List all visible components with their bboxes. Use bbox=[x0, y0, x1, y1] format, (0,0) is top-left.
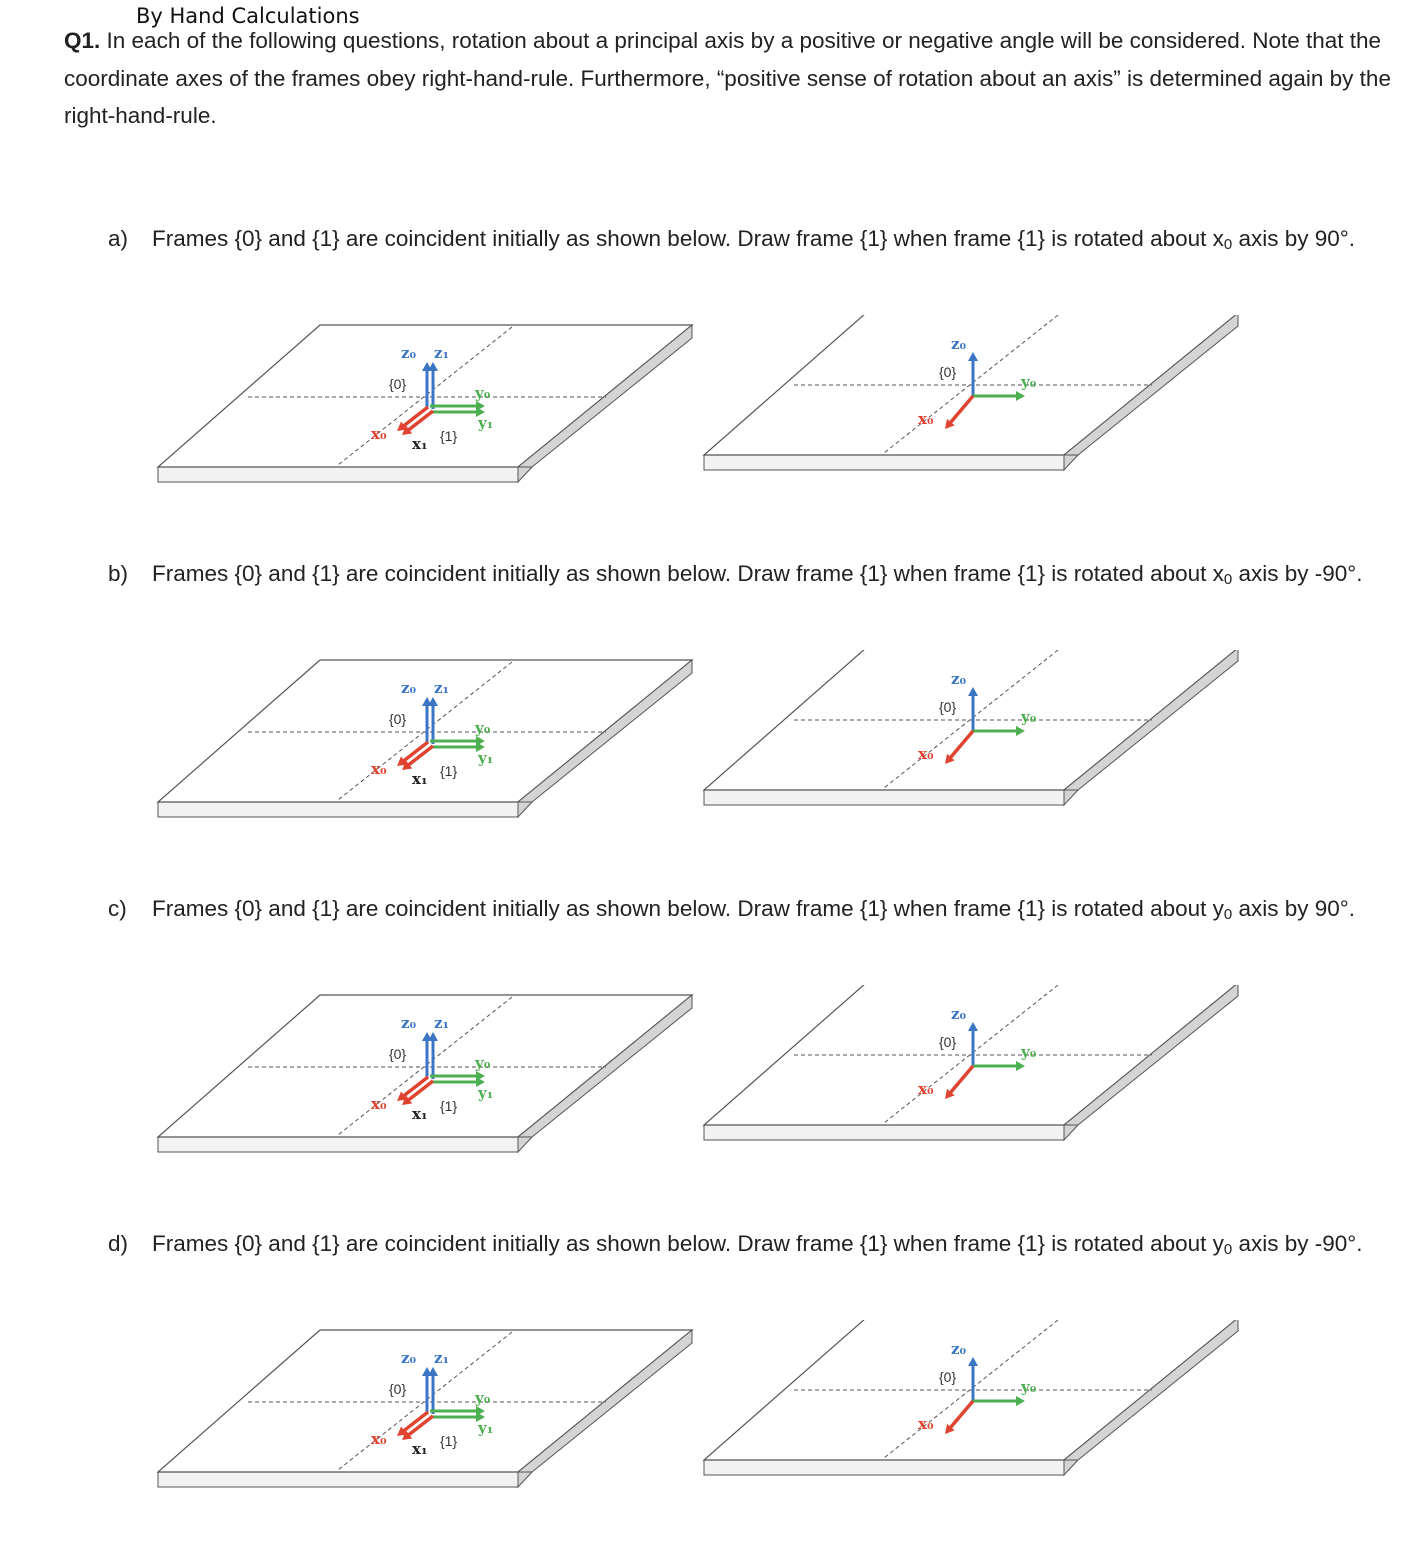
x0-label-right: x₀ bbox=[918, 745, 934, 763]
y0-label: y₀ bbox=[475, 719, 491, 737]
frame1-label: {1} bbox=[440, 428, 458, 444]
z0-label: z₀ bbox=[401, 344, 417, 362]
question-d-label: d) bbox=[108, 1231, 129, 1256]
plate-right-wrap bbox=[704, 1320, 1238, 1475]
question-text-main: Frames {0} and {1} are coincident initially as shown below. Draw frame {1} when frame {1} is rotated about x bbox=[152, 226, 1224, 251]
z0-label-right: z₀ bbox=[951, 1005, 967, 1023]
axis-subscript: 0 bbox=[1223, 571, 1233, 588]
x0-label-right: x₀ bbox=[918, 1080, 934, 1098]
question-c-label: c) bbox=[108, 896, 127, 921]
z0-label-right: z₀ bbox=[951, 670, 967, 688]
y1-label: y₁ bbox=[478, 1419, 494, 1437]
z0-label-right: z₀ bbox=[951, 1340, 967, 1358]
frame0-label: {0} bbox=[389, 376, 407, 392]
question-text-tail: axis by 90°. bbox=[1232, 226, 1356, 251]
plate-right-wrap bbox=[704, 985, 1238, 1140]
y0-label-right: y₀ bbox=[1021, 1378, 1037, 1396]
question-b-label: b) bbox=[108, 561, 129, 586]
question-text-main: Frames {0} and {1} are coincident initially as shown below. Draw frame {1} when frame {1} is rotated about x bbox=[152, 561, 1224, 586]
question-text-tail: axis by -90°. bbox=[1232, 1231, 1363, 1256]
y1-label: y₁ bbox=[478, 414, 494, 432]
y1-label: y₁ bbox=[478, 1084, 494, 1102]
question-b-text bbox=[152, 555, 1382, 599]
question-a-label: a) bbox=[108, 226, 129, 251]
frame1-label: {1} bbox=[440, 763, 458, 779]
x1-label: x₁ bbox=[412, 435, 428, 453]
question-text-main: Frames {0} and {1} are coincident initially as shown below. Draw frame {1} when frame {1} is rotated about y bbox=[152, 896, 1224, 921]
question-number: Q1. bbox=[64, 28, 101, 53]
plate-right-wrap bbox=[704, 650, 1238, 805]
figure-c bbox=[0, 985, 1300, 1185]
plate-left bbox=[158, 1330, 692, 1487]
plate-right-wrap bbox=[704, 315, 1238, 470]
y0-label: y₀ bbox=[475, 1054, 491, 1072]
plate-right bbox=[704, 1320, 1238, 1475]
z1-label: z₁ bbox=[434, 1349, 450, 1367]
z0-label: z₀ bbox=[401, 1014, 417, 1032]
plate-right bbox=[704, 315, 1238, 470]
x0-label-right: x₀ bbox=[918, 1415, 934, 1433]
frame0-label: {0} bbox=[389, 711, 407, 727]
figure-d bbox=[0, 1320, 1300, 1520]
x0-label: x₀ bbox=[371, 425, 387, 443]
y0-label-right: y₀ bbox=[1021, 1043, 1037, 1061]
plate-left bbox=[158, 995, 692, 1152]
y1-label: y₁ bbox=[478, 749, 494, 767]
question-c-text bbox=[152, 890, 1382, 934]
x1-label: x₁ bbox=[412, 770, 428, 788]
z1-label: z₁ bbox=[434, 679, 450, 697]
frame1-label: {1} bbox=[440, 1098, 458, 1114]
axis-subscript: 0 bbox=[1223, 236, 1233, 253]
x1-label: x₁ bbox=[412, 1440, 428, 1458]
z0-label-right: z₀ bbox=[951, 335, 967, 353]
question-intro bbox=[64, 22, 1394, 135]
x1-label: x₁ bbox=[412, 1105, 428, 1123]
x0-label: x₀ bbox=[371, 760, 387, 778]
frame0-label: {0} bbox=[389, 1046, 407, 1062]
question-text-main: Frames {0} and {1} are coincident initially as shown below. Draw frame {1} when frame {1} is rotated about y bbox=[152, 1231, 1224, 1256]
z0-label: z₀ bbox=[401, 679, 417, 697]
plate-left bbox=[158, 660, 692, 817]
z1-label: z₁ bbox=[434, 1014, 450, 1032]
question-text-tail: axis by -90°. bbox=[1232, 561, 1363, 586]
plate-left bbox=[158, 325, 692, 482]
z1-label: z₁ bbox=[434, 344, 450, 362]
plate-right bbox=[704, 985, 1238, 1140]
frame0-label-right: {0} bbox=[939, 699, 957, 715]
x0-label: x₀ bbox=[371, 1095, 387, 1113]
figure-a bbox=[0, 315, 1300, 515]
y0-label: y₀ bbox=[475, 384, 491, 402]
question-text-tail: axis by 90°. bbox=[1232, 896, 1356, 921]
intro-text: In each of the following questions, rotation about a principal axis by a positive or negative angle will be considered. Note that the coordinate axes of the frames obey right-hand-rule. Furthermore, “positive sense of rotation about an axis” is determined again by the right-hand-rule. bbox=[64, 28, 1391, 128]
question-a-text bbox=[152, 220, 1382, 264]
question-d-text bbox=[152, 1225, 1382, 1269]
y0-label-right: y₀ bbox=[1021, 708, 1037, 726]
overlay-title: By Hand Calculations bbox=[136, 4, 360, 28]
frame0-label-right: {0} bbox=[939, 1369, 957, 1385]
x0-label-right: x₀ bbox=[918, 410, 934, 428]
frame0-label: {0} bbox=[389, 1381, 407, 1397]
axis-subscript: 0 bbox=[1223, 906, 1233, 923]
z0-label: z₀ bbox=[401, 1349, 417, 1367]
y0-label-right: y₀ bbox=[1021, 373, 1037, 391]
plate-right bbox=[704, 650, 1238, 805]
figure-b bbox=[0, 650, 1300, 850]
axis-subscript: 0 bbox=[1223, 1241, 1233, 1258]
frame0-label-right: {0} bbox=[939, 1034, 957, 1050]
frame1-label: {1} bbox=[440, 1433, 458, 1449]
frame0-label-right: {0} bbox=[939, 364, 957, 380]
x0-label: x₀ bbox=[371, 1430, 387, 1448]
y0-label: y₀ bbox=[475, 1389, 491, 1407]
